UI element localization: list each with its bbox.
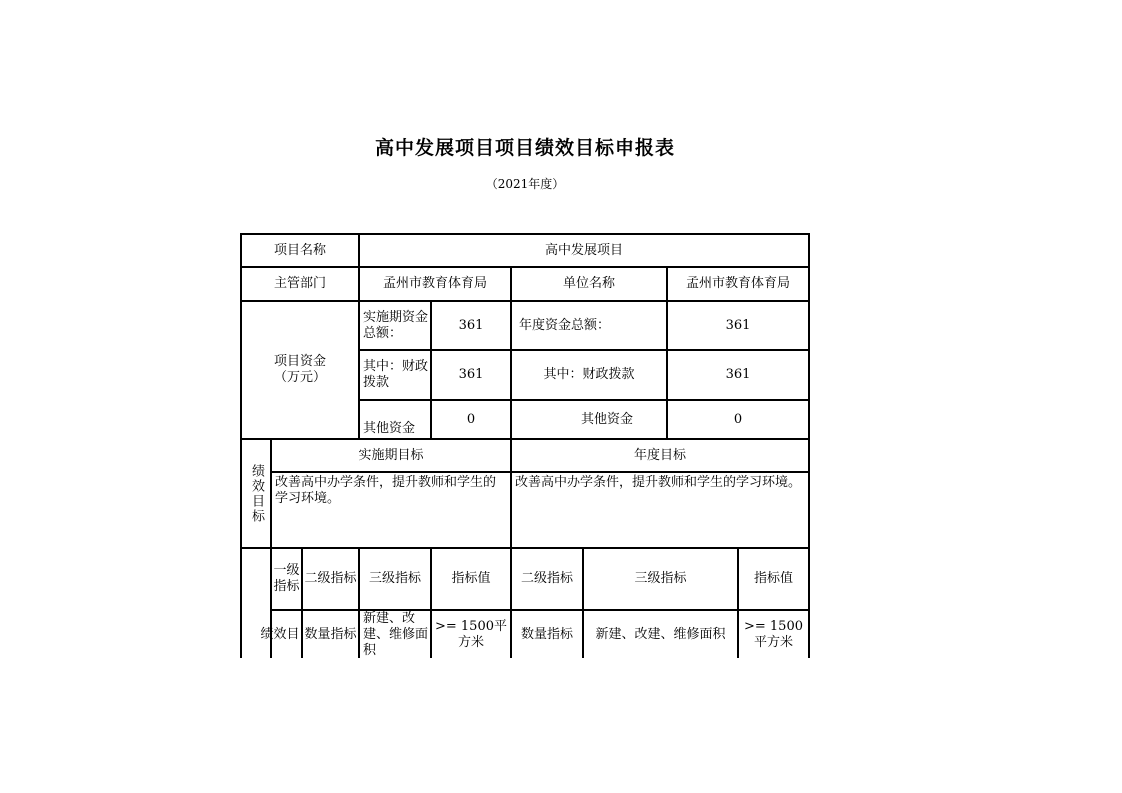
indicator-level3-header-annual: 三级指标 (634, 571, 687, 586)
department-label: 主管部门 (273, 276, 326, 291)
performance-target-label: 绩效目 (260, 626, 300, 642)
performance-form-table (240, 233, 810, 658)
impl-other-label: 其他资金 (363, 420, 416, 436)
department-value: 孟州市教育体育局 (382, 276, 487, 291)
impl-fiscal-value: 361 (458, 367, 484, 382)
document-year: （2021年度） (485, 177, 565, 191)
annual-fiscal-value: 361 (725, 367, 751, 382)
annual-goal-text: 改善高中办学条件，提升教师和学生的学习环境。 (515, 475, 802, 490)
document-title: 高中发展项目项目绩效目标申报表 (374, 137, 675, 159)
indicator-level2-header: 二级指标 (304, 571, 357, 586)
row1-level3: 新建、改建、维修面积 (363, 610, 429, 658)
impl-other-value: 0 (466, 411, 476, 427)
annual-total-value: 361 (725, 317, 751, 333)
impl-total-label: 实施期资金总额： (363, 309, 429, 341)
project-name-value: 高中发展项目 (544, 242, 623, 258)
row1-level2-annual: 数量指标 (520, 626, 573, 642)
indicator-value-header-annual: 指标值 (753, 571, 793, 586)
annual-other-value: 0 (733, 411, 743, 427)
annual-goal-header: 年度目标 (633, 447, 686, 463)
row1-value: >= 1500平方米 (434, 618, 507, 650)
indicator-level3-header: 三级指标 (368, 571, 421, 586)
row1-level3-annual: 新建、改建、维修面积 (595, 626, 726, 642)
row1-value-annual: >= 1500平方米 (743, 618, 803, 650)
indicator-value-header: 指标值 (451, 571, 491, 586)
impl-goal-header: 实施期目标 (358, 447, 424, 463)
grid-line (808, 233, 810, 658)
annual-other-label: 其他资金 (580, 411, 633, 427)
project-name-label: 项目名称 (273, 242, 326, 258)
impl-total-value: 361 (458, 317, 484, 333)
unit-name-value: 孟州市教育体育局 (685, 276, 790, 291)
unit-name-label: 单位名称 (562, 276, 615, 291)
annual-fiscal-label: 其中：财政拨款 (543, 367, 635, 382)
impl-goal-text: 改善高中办学条件，提升教师和学生的学习环境。 (275, 475, 497, 506)
indicator-level2-header-annual: 二级指标 (520, 571, 573, 586)
annual-total-label: 年度资金总额： (519, 317, 611, 333)
row1-level2: 数量指标 (304, 626, 357, 642)
performance-goal-label: 绩效目标 (249, 463, 264, 524)
indicator-level1-header: 一级指标 (273, 563, 300, 594)
impl-fiscal-label: 其中：财政拨款 (363, 359, 429, 390)
project-funds-label: 项目资金（万元） (273, 354, 326, 385)
